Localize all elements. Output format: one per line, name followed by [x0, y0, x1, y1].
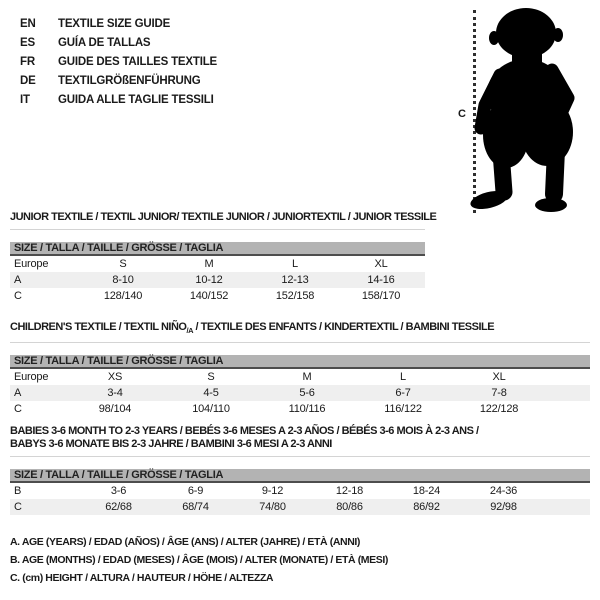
value-cell: 6-7: [395, 387, 411, 400]
table-title-segment: BABIES 3-6 MONTH TO 2-3 YEARS / BEBÉS 3-6 MESES A 2-3 AÑOS / BÉBÉS 3-6 MOIS À 2-3 ANS /: [10, 425, 479, 437]
value-cell: 62/68: [105, 501, 132, 513]
table-title-segment: CHILDREN'S TEXTILE / TEXTIL NIÑO: [10, 321, 187, 333]
value-cell: 12-13: [281, 274, 309, 286]
value-cell: L: [400, 371, 406, 384]
table-row: [10, 272, 425, 288]
row-label-cell: Europe: [14, 258, 49, 270]
table-title-segment: /A: [186, 326, 193, 336]
height-marker-label: C: [458, 108, 466, 120]
value-cell: 10-12: [195, 274, 223, 286]
language-title: TEXTILE SIZE GUIDE: [58, 18, 171, 30]
table-row: [10, 369, 590, 385]
toddler-silhouette-icon: [460, 4, 590, 216]
size-table: [10, 369, 590, 417]
value-cell: XS: [107, 371, 123, 384]
value-cell: 18-24: [412, 485, 441, 497]
filler-cell: [424, 272, 425, 288]
size-table-babies: [10, 425, 590, 515]
language-row: [20, 91, 217, 110]
value-cell: XL: [374, 258, 388, 270]
row-label-cell: C: [14, 403, 22, 416]
row-label-cell: A: [14, 387, 22, 400]
value-cell: 158/170: [361, 290, 401, 302]
language-row: [20, 15, 217, 34]
row-label-cell: B: [14, 485, 22, 497]
value-cell: 4-5: [203, 387, 219, 400]
title-divider: [10, 342, 590, 343]
language-title: GUIDE DES TAILLES TEXTILE: [58, 56, 217, 68]
language-row: [20, 34, 217, 53]
size-table: [10, 256, 425, 304]
title-divider: [10, 456, 590, 457]
value-cell: 140/152: [189, 290, 229, 302]
value-cell: 152/158: [275, 290, 315, 302]
value-cell: 3-6: [110, 485, 127, 497]
value-cell: 12-18: [335, 485, 364, 497]
table-title-segment: JUNIOR TEXTILE / TEXTIL JUNIOR/ TEXTILE JUNIOR / JUNIORTEXTIL / JUNIOR TESSILE: [10, 211, 437, 223]
value-cell: L: [292, 258, 298, 270]
filler-cell: [542, 483, 590, 499]
filler-cell: [424, 288, 425, 304]
table-row: [10, 483, 590, 499]
footnote-line: A. AGE (YEARS) / EDAD (AÑOS) / ÂGE (ANS) / ALTER (JAHRE) / ETÀ (ANNI): [10, 536, 361, 548]
size-header-bar: SIZE / TALLA / TAILLE / GRÖSSE / TAGLIA: [10, 469, 590, 483]
value-cell: M: [302, 371, 312, 384]
value-cell: 68/74: [182, 501, 209, 513]
value-cell: 104/110: [192, 403, 230, 416]
filler-cell: [547, 385, 590, 401]
row-label-cell: C: [14, 501, 22, 513]
value-cell: 80/86: [336, 501, 363, 513]
filler-cell: [542, 499, 590, 515]
table-row: [10, 385, 590, 401]
filler-cell: [424, 256, 425, 272]
value-cell: 92/98: [490, 501, 517, 513]
footnote-line: C. (cm) HEIGHT / ALTURA / HAUTEUR / HÖHE / ALTEZZA: [10, 572, 274, 584]
value-cell: 7-8: [491, 387, 507, 400]
row-label-cell: C: [14, 290, 22, 302]
language-row: [20, 72, 217, 91]
footnotes: [10, 533, 388, 587]
table-row: [10, 499, 590, 515]
value-cell: 6-9: [187, 485, 204, 497]
value-cell: 3-4: [107, 387, 123, 400]
table-row: [10, 256, 425, 272]
size-table-children: [10, 321, 590, 417]
filler-cell: [547, 369, 590, 385]
language-code: EN: [20, 18, 36, 30]
table-row: [10, 401, 590, 417]
value-cell: 116/122: [384, 403, 422, 416]
language-code: ES: [20, 37, 35, 49]
value-cell: 14-16: [367, 274, 395, 286]
table-title: [10, 425, 590, 451]
table-title-segment: / TEXTILE DES ENFANTS / KINDERTEXTIL / BAMBINI TESSILE: [192, 321, 495, 333]
value-cell: 110/116: [288, 403, 326, 416]
size-header-bar: SIZE / TALLA / TAILLE / GRÖSSE / TAGLIA: [10, 242, 425, 256]
language-code: IT: [20, 94, 30, 106]
size-table-junior: [10, 211, 437, 304]
language-code: DE: [20, 75, 36, 87]
row-label-cell: A: [14, 274, 22, 286]
value-cell: 74/80: [259, 501, 286, 513]
title-divider: [10, 229, 425, 230]
value-cell: 8-10: [112, 274, 134, 286]
size-header-bar: SIZE / TALLA / TAILLE / GRÖSSE / TAGLIA: [10, 355, 590, 369]
table-row: [10, 288, 425, 304]
value-cell: 24-36: [489, 485, 518, 497]
filler-cell: [547, 401, 590, 417]
value-cell: S: [119, 258, 127, 270]
language-title: GUÍA DE TALLAS: [58, 37, 151, 49]
language-code: FR: [20, 56, 35, 68]
table-title: [10, 321, 590, 337]
language-title-list: [20, 15, 217, 110]
row-label-cell: Europe: [14, 371, 49, 384]
footnote-line: B. AGE (MONTHS) / EDAD (MESES) / ÂGE (MOIS) / ALTER (MONATE) / ETÀ (MESI): [10, 554, 388, 566]
language-row: [20, 53, 217, 72]
value-cell: 122/128: [479, 403, 519, 416]
value-cell: M: [204, 258, 214, 270]
language-title: GUIDA ALLE TAGLIE TESSILI: [58, 94, 214, 106]
value-cell: S: [207, 371, 215, 384]
value-cell: 86/92: [413, 501, 440, 513]
table-title: [10, 211, 437, 224]
value-cell: 98/104: [98, 403, 132, 416]
value-cell: 5-6: [299, 387, 315, 400]
value-cell: XL: [492, 371, 506, 384]
value-cell: 128/140: [103, 290, 143, 302]
table-title-segment: BABYS 3-6 MONATE BIS 2-3 JAHRE / BAMBINI 3-6 MESI A 2-3 ANNI: [10, 438, 332, 450]
size-table: [10, 483, 590, 515]
value-cell: 9-12: [261, 485, 284, 497]
language-title: TEXTILGRÖßENFÜHRUNG: [58, 75, 201, 87]
